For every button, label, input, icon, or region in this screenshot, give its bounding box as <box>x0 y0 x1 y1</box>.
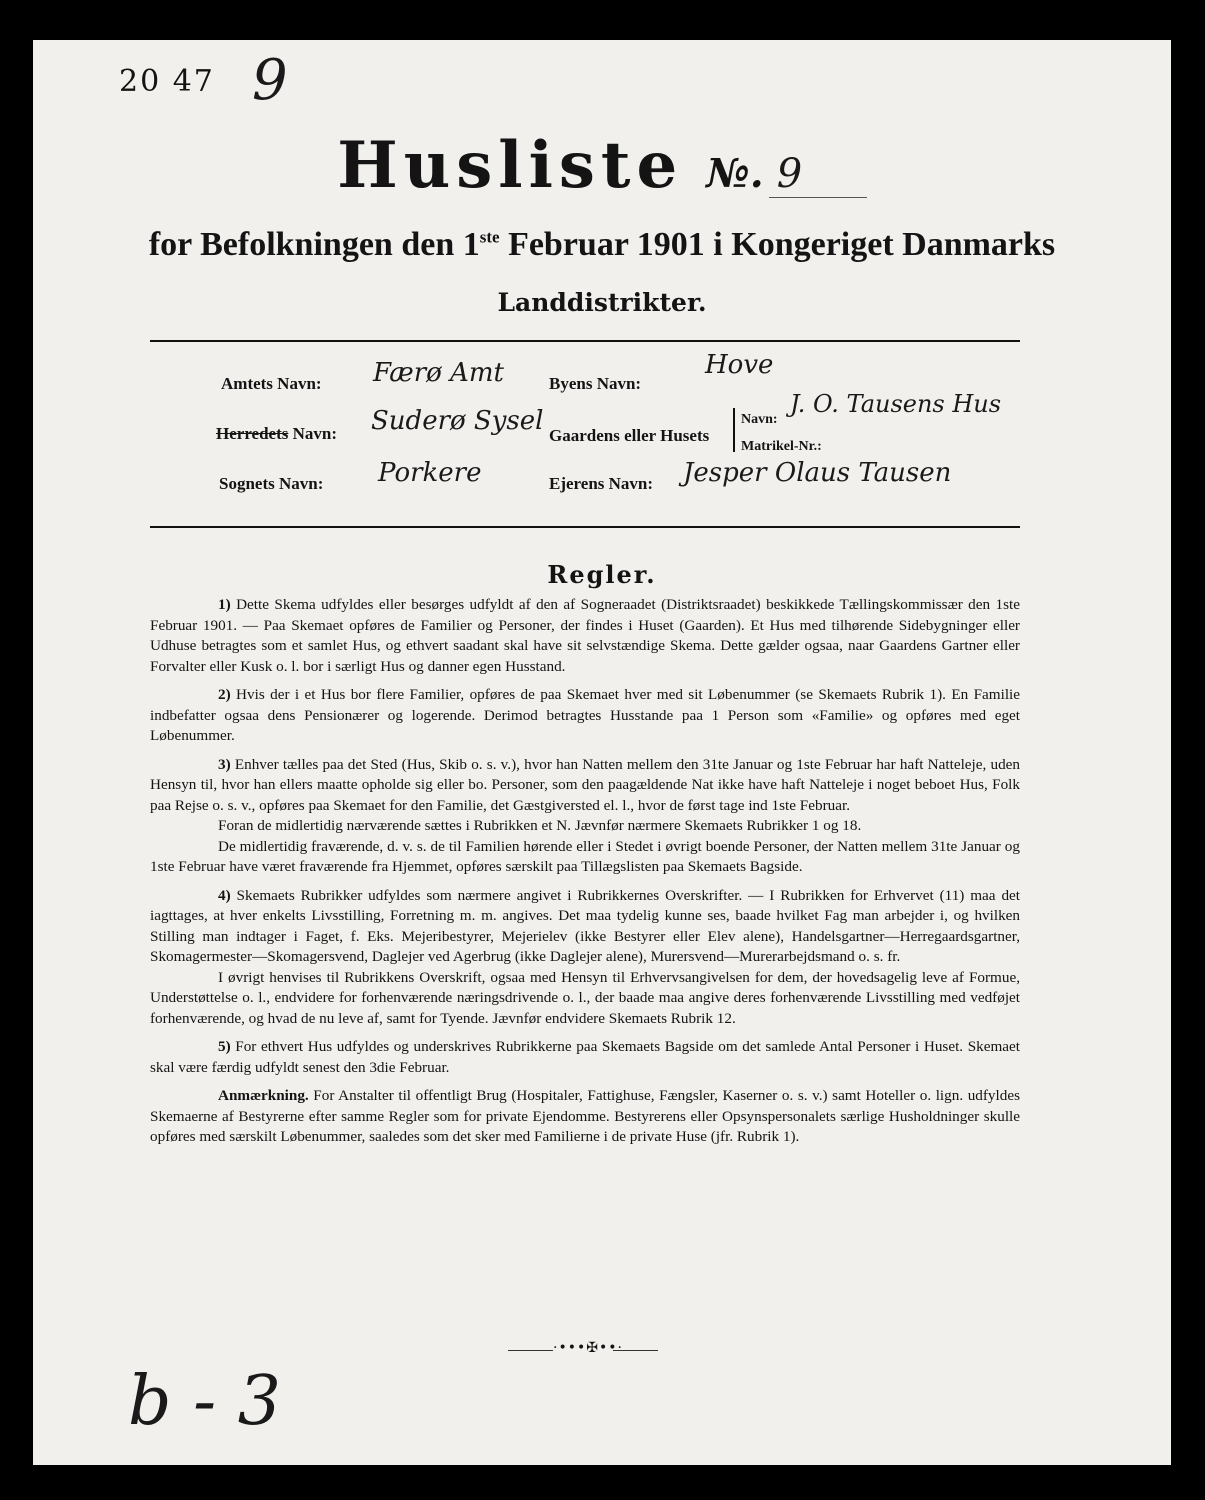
ornament-icon: ·•••✠••· <box>553 1340 623 1356</box>
navn-label: Navn: <box>741 412 778 427</box>
number-label: №. <box>706 150 764 197</box>
rule-3: 3) Enhver tælles paa det Sted (Hus, Skib o. s. v.), hvor han Natten mellem den 31te Januar og 1ste Februar har haft Natteleje, uden Hensyn til, hvor han ellers maatte opholde sig eller bo. Personer, som den paagældende Nat ikke have haft Natteleje i noget beboet Hus, Folk paa Rejse o. s. v., opføres paa Skemaet for den Familie, det Gæstgiversted el. l., hvor de først tage ind 1ste Februar. <box>150 755 1020 814</box>
rules-section <box>150 595 1020 1156</box>
rule-3-b: Foran de midlertidig nærværende sættes i Rubrikken et N. Jævnfør nærmere Skemaets Rubrikker 1 og 18. <box>218 817 862 834</box>
handwritten-bottom-note: b - 3 <box>128 1362 281 1441</box>
page-title: Husliste <box>337 128 684 203</box>
rule-5: 5) For ethvert Hus udfyldes og underskrives Rubrikkerne paa Skemaets Bagside om det samlede Antal Personer i Huset. Skemaet skal være færdig udfyldt senest den 3die Februar. <box>150 1038 1020 1076</box>
subtitle-pre: for Befolkningen den 1 <box>148 226 480 263</box>
archive-reference-number: 20 47 <box>119 64 215 99</box>
field-bracket <box>733 408 735 452</box>
ejerens-label: Ejerens Navn: <box>549 474 654 493</box>
herredets-label <box>216 424 337 444</box>
amtets-value: Færø Amt <box>373 358 504 388</box>
subtitle <box>33 226 1171 264</box>
rules-heading: Regler. <box>547 560 657 589</box>
byens-label: Byens Navn: <box>549 374 642 393</box>
subtitle-district: Landdistrikter. <box>497 288 707 317</box>
herredets-value: Suderø Sysel <box>371 406 544 436</box>
rule-1: 1) Dette Skema udfyldes eller besørges udfyldt af den af Sogneraadet (Distriktsraadet) beskikkede Tællingskommissær den 1ste Februar 1901. — Paa Skemaet opføres de Familier og Personer, der findes i Huset (Gaarden). Et Hus med tilhørende Sidebygninger eller Udhuse betragtes som et samlet Hus, og ethvert saadant skal have sit selvstændige Skema. Dette gælder ogsaa, naar Gaardens Gartner eller Forvalter eller Kusk o. l. bor i særligt Hus og danner egen Husstand. <box>150 596 1020 675</box>
rule-4-b: I øvrigt henvises til Rubrikkens Overskrift, ogsaa med Hensyn til Erhvervsangivelsen for dem, der hovedsagelig leve af Formue, Understøttelse o. l., endvidere for forhenværende næringsdrivende o. l., der baade maa angive deres forhenværende Livsstilling med vedføjet forhenværende, og hvad de nu leve af, samt for Tyende. Jævnfør endvidere Skemaets Rubrik 12. <box>150 968 1020 1027</box>
byens-value: Hove <box>705 350 774 380</box>
matrikel-label: Matrikel-Nr.: <box>741 439 822 454</box>
top-divider <box>150 340 1020 342</box>
title-row <box>33 128 1171 203</box>
number-value: 9 <box>769 151 867 198</box>
rule-2: 2) Hvis der i et Hus bor flere Familier, opføres de paa Skemaet hver med sit Løbenummer (se Skemaets Rubrik 1). En Familie indbefatter ogsaa dens Pensionærer og logerende. Derimod betragtes Husstande paa 1 Person som «Familie» og opføres med eget Løbenummer. <box>150 686 1020 744</box>
census-form-sheet <box>33 40 1171 1465</box>
rule-4: 4) Skemaets Rubrikker udfyldes som nærmere angivet i Rubrikkernes Overskrifter. — I Rubrikken for Erhvervet (11) maa det iagttages, at hver enkelts Livsstilling, Forretning m. m. angives. Det maa tydelig kunne ses, baade hvilket Fag man arbejder i, og hvilken Stilling man indtager i Faget, f. Eks. Mejeribestyrer, Mejerielev (ikke Bestyrer eller Elev alene), Handelsgartner—Herregaardsgartner, Skomagermester—Skomagersvend, Daglejer ved Agerbrug (ikke Daglejer alene), Murersvend—Murerarbejdsmand o. s. fr. <box>150 886 1020 965</box>
amtets-label: Amtets Navn: <box>221 374 322 393</box>
herredets-label-text: Navn: <box>288 424 338 443</box>
rule-3-c: De midlertidig fraværende, d. v. s. de til Familien hørende eller i Stedet i øvrigt boende Personer, der Natten mellem 31te Januar og 1ste Februar have været fraværende fra Hjemmet, opføres særskilt paa Tillægslisten paa Skemaets Bagside. <box>150 837 1020 875</box>
sognets-value: Porkere <box>378 458 482 488</box>
handwritten-list-number: 9 <box>252 48 288 113</box>
rule-note: Anmærkning. For Anstalter til offentligt Brug (Hospitaler, Fattighuse, Fængsler, Kaserner o. s. v.) samt Hoteller o. lign. udfyldes Skemaerne af Bestyrerne efter samme Regler som for private Ejendomme. Bestyrerens eller Opsynspersonalets særlige Husholdninger skulle opføres med særskilt Løbenummer, saaledes som det sker med Familierne i de private Huse (jfr. Rubrik 1). <box>150 1087 1020 1145</box>
navn-value: J. O. Tausens Hus <box>790 390 1002 418</box>
subtitle-sup: ste <box>479 227 500 247</box>
sognets-label: Sognets Navn: <box>219 474 324 493</box>
ejerens-value: Jesper Olaus Tausen <box>683 458 952 488</box>
gaarden-label: Gaardens eller Husets <box>549 426 710 445</box>
bottom-divider <box>150 526 1020 528</box>
subtitle-post: Februar 1901 i Kongeriget Danmarks <box>499 226 1056 263</box>
herredets-struck: Herredets <box>216 424 289 443</box>
